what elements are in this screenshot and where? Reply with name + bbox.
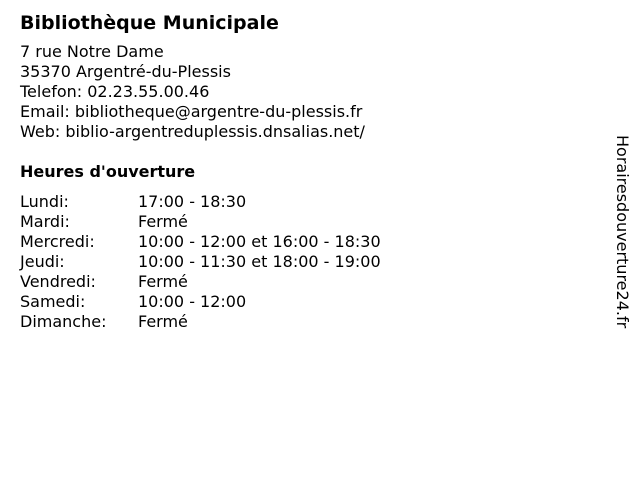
hours-time: 10:00 - 12:00 [138,292,247,311]
street-address: 7 rue Notre Dame [20,42,164,61]
hours-table [20,192,600,332]
hours-day: Mercredi: [20,232,95,251]
hours-time: 10:00 - 12:00 et 16:00 - 18:30 [138,232,381,251]
page-title: Bibliothèque Municipale [20,12,279,34]
hours-row-mercredi [20,232,600,252]
web-line: Web: biblio-argentreduplessis.dnsalias.net/ [20,122,365,141]
hours-heading: Heures d'ouverture [20,162,196,181]
hours-time: Fermé [138,312,188,331]
hours-time: 17:00 - 18:30 [138,192,247,211]
hours-row-jeudi [20,252,600,272]
hours-day: Lundi: [20,192,69,211]
hours-day: Vendredi: [20,272,96,291]
hours-row-mardi [20,212,600,232]
hours-time: 10:00 - 11:30 et 18:00 - 19:00 [138,252,381,271]
vertical-brand-watermark: Horairesdouverture24.fr [613,135,632,329]
hours-row-samedi [20,292,600,312]
hours-day: Mardi: [20,212,70,231]
hours-row-vendredi [20,272,600,292]
address-block [20,42,600,142]
opening-hours-card [20,10,600,332]
hours-time: Fermé [138,212,188,231]
hours-time: Fermé [138,272,188,291]
email-line: Email: bibliotheque@argentre-du-plessis.fr [20,102,363,121]
hours-day: Samedi: [20,292,86,311]
hours-row-dimanche [20,312,600,332]
phone-line: Telefon: 02.23.55.00.46 [20,82,210,101]
city-line: 35370 Argentré-du-Plessis [20,62,231,81]
hours-day: Dimanche: [20,312,107,331]
hours-day: Jeudi: [20,252,65,271]
hours-row-lundi [20,192,600,212]
